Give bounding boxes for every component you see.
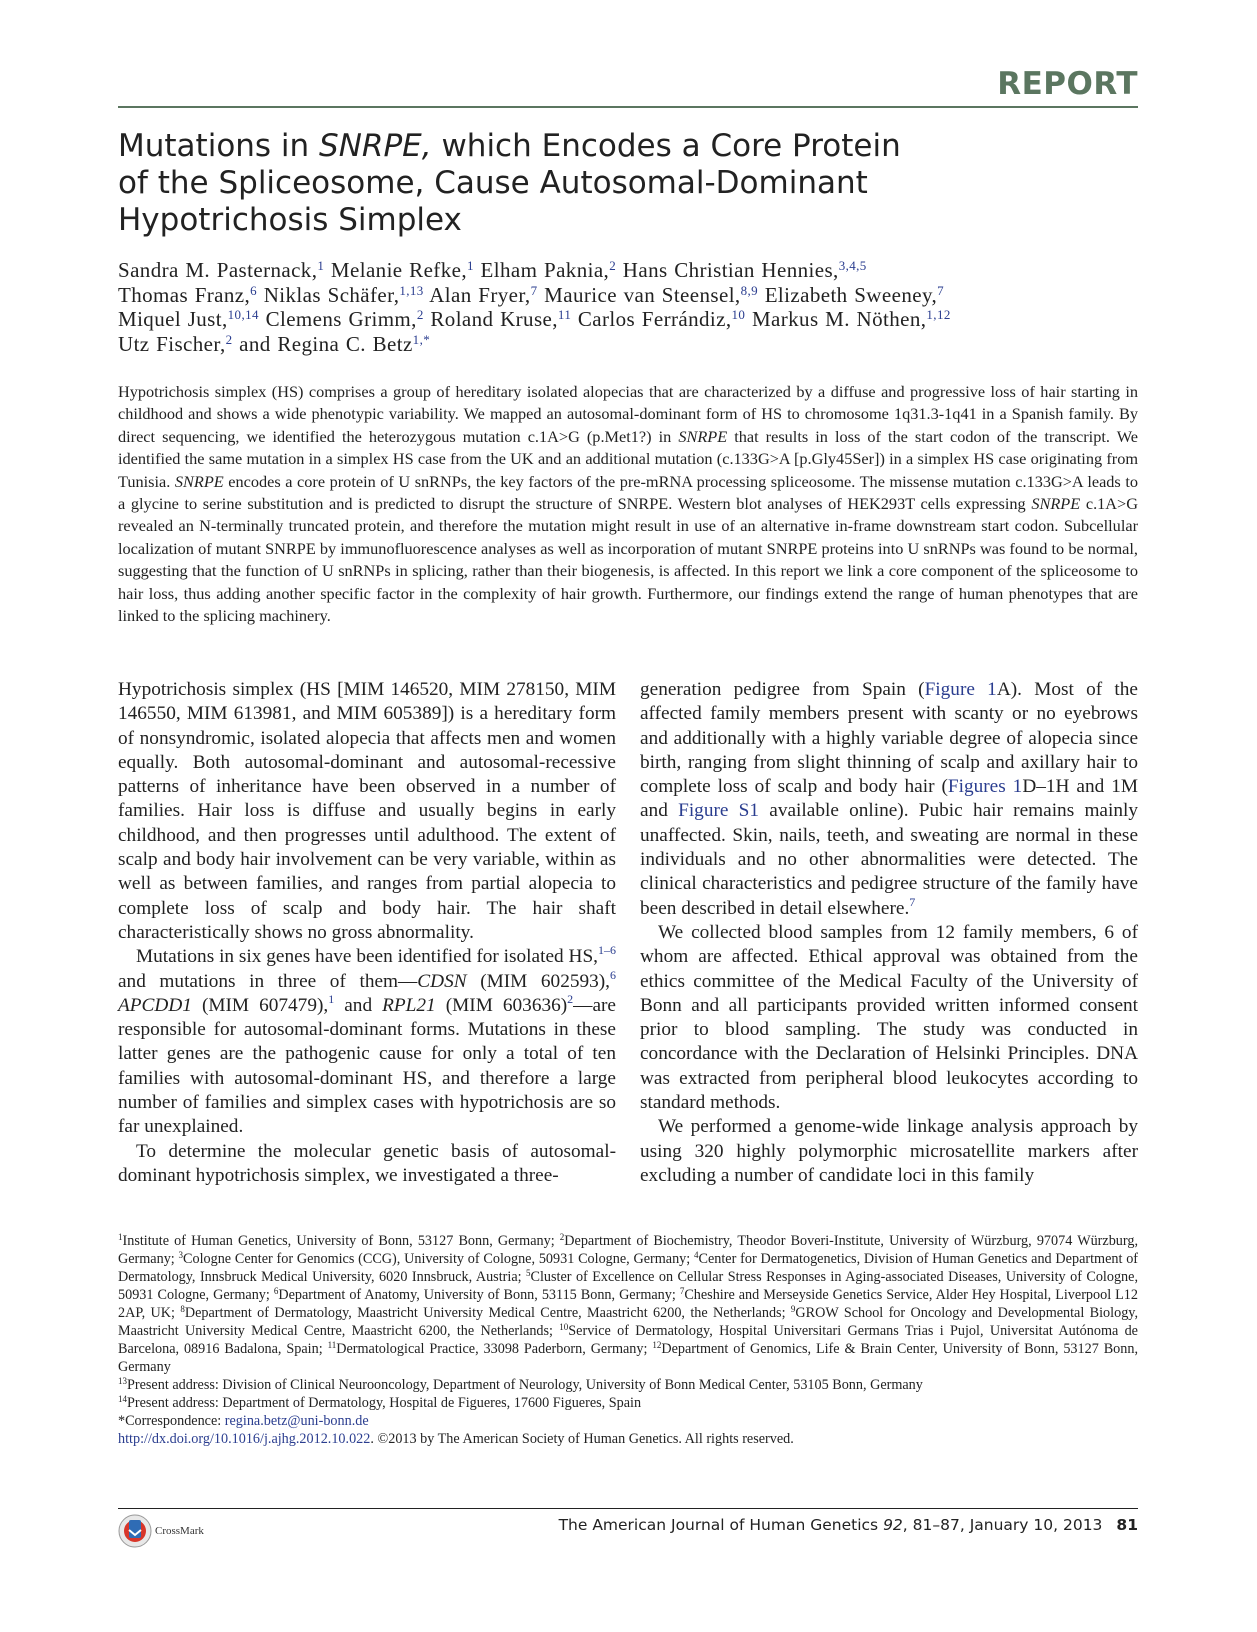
affiliation-number: 10 bbox=[559, 1322, 569, 1332]
journal-footer: The American Journal of Human Genetics 92, 81–87, January 10, 2013 81 bbox=[558, 1516, 1138, 1534]
author-affiliation-ref[interactable]: 2 bbox=[225, 331, 233, 347]
reference-link[interactable]: 1 bbox=[328, 991, 335, 1006]
author-affiliation-ref[interactable]: 6 bbox=[250, 282, 258, 298]
author-name: Markus M. Nöthen, bbox=[751, 307, 927, 331]
author-affiliation-ref[interactable]: 1,13 bbox=[399, 282, 424, 298]
affiliation-text: Institute of Human Genetics, University of Bonn, 53127 Bonn, Germany; bbox=[122, 1233, 560, 1249]
body-paragraph: generation pedigree from Spain (Figure 1A). Most of the affected family members present with scanty or no eyebrows and additionally with a highly variable degree of alopecia since birth, ranging from slight thinning of scalp and axillary hair to complete loss of scalp and body hair (Figures 1D–1H and 1M and Figure S1 available online). Pubic hair remains mainly unaffected. Skin, nails, teeth, and sweating are normal in these individuals and no other abnormalities were detected. The clinical characteristics and pedigree structure of the family have been described in detail elsewhere.$^7$ bbox=[640, 679, 1139, 919]
reference-link[interactable]: 6 bbox=[610, 967, 616, 982]
author-name: Utz Fischer, bbox=[118, 331, 226, 356]
affiliation-text: Department of Biochemistry, Theodor Boveri-Institute, University of Würzburg, 97074 Würzburg, Germany; bbox=[118, 1233, 1138, 1267]
author-affiliation-ref[interactable]: 7 bbox=[937, 282, 945, 298]
affiliation-number: 1 bbox=[118, 1232, 123, 1242]
affiliation-number: 11 bbox=[327, 1340, 337, 1350]
author-name: Miquel Just, bbox=[118, 307, 228, 331]
figure-link[interactable]: Figure 1 bbox=[924, 679, 997, 700]
affiliation-text: Cheshire and Merseyside Genetics Service, Alder Hey Hospital, Liverpool L12 2AP, UK; bbox=[118, 1287, 1138, 1321]
author-name: Carlos Ferrándiz, bbox=[577, 307, 732, 331]
supplement-link[interactable]: Figure S1 bbox=[678, 800, 760, 822]
author-name: Thomas Franz, bbox=[118, 282, 251, 307]
affiliation-number: 5 bbox=[526, 1268, 531, 1278]
affiliation-text: GROW School for Oncology and Developmental Biology, Maastricht University Medical Centre, Maastricht 6200, the Netherlands; bbox=[118, 1305, 1139, 1339]
author-name: Niklas Schäfer, bbox=[263, 282, 400, 307]
affiliation-text: Department of Anatomy, University of Bonn, 53115 Bonn, Germany; bbox=[278, 1287, 680, 1303]
author-name: Roland Kruse, bbox=[430, 307, 558, 331]
body-paragraph: We performed a genome-wide linkage analysis approach by using 320 highly polymorphic microsatellite markers after excluding a number of candidate loci in this family bbox=[640, 1116, 1138, 1186]
author-affiliation-ref[interactable]: 2 bbox=[416, 307, 424, 322]
doi-line: http://dx.doi.org/10.1016/j.ajhg.2012.10.022. ©2013 by The American Society of Human Genetics. All rights reserved. bbox=[118, 1431, 794, 1447]
affiliation-number: 3 bbox=[178, 1250, 184, 1260]
affiliation-text: Cluster of Excellence on Cellular Stress Responses in Aging-associated Diseases, University of Cologne, 50931 Cologne, Germany; bbox=[118, 1269, 1138, 1303]
author-name: Maurice van Steensel, bbox=[544, 282, 741, 307]
article-title: Mutations in SNRPE, which Encodes a Core Protein of the Spliceosome, Cause Autosomal-Dominant Hypotrichosis Simplex bbox=[118, 128, 901, 238]
affiliation-number: 7 bbox=[679, 1286, 685, 1296]
affiliation-text: Department of Genomics, Life & Brain Center, University of Bonn, 53127 Bonn, Germany bbox=[118, 1341, 1139, 1375]
author-name: Sandra M. Pasternack, bbox=[118, 258, 318, 282]
author-affiliation-ref[interactable]: 10 bbox=[731, 307, 746, 322]
doi-link[interactable]: http://dx.doi.org/10.1016/j.ajhg.2012.10.022 bbox=[118, 1431, 371, 1447]
author-name: Clemens Grimm, bbox=[265, 307, 417, 331]
author-affiliation-ref[interactable]: 10,14 bbox=[227, 307, 259, 322]
author-name: Hans Christian Hennies, bbox=[622, 258, 839, 282]
body-paragraph: Hypotrichosis simplex (HS [MIM 146520, MIM 278150, MIM 146550, MIM 613981, and MIM 605389]) is a hereditary form of nonsyndromic, isolated alopecia that affects men and women equally. Both autosomal-dominant and autosomal-recessive patterns of inheritance have been observed in a number of families. Hair loss is diffuse and usually begins in early childhood, and then progresses until adulthood. The extent of scalp and body hair involvement can be very variable, within as well as between families, and ranges from partial alopecia to complete loss of scalp and body hair. The hair shaft characteristically shows no gross abnormality. bbox=[118, 679, 616, 943]
body-column-left bbox=[118, 678, 616, 1188]
affiliation-number: 9 bbox=[790, 1304, 796, 1314]
author-affiliation-ref[interactable]: 1 bbox=[466, 258, 474, 273]
body-paragraph: To determine the molecular genetic basis of autosomal-dominant hypotrichosis simplex, we investigated a three- bbox=[118, 1140, 616, 1186]
affiliation-number: 12 bbox=[652, 1340, 662, 1350]
author-affiliation-ref[interactable]: 8,9 bbox=[740, 282, 759, 298]
author-name: Elham Paknia, bbox=[480, 258, 610, 282]
crossmark-badge[interactable] bbox=[118, 1514, 204, 1548]
reference-link[interactable]: 2 bbox=[567, 991, 574, 1006]
author-affiliation-ref[interactable]: 3,4,5 bbox=[838, 258, 867, 273]
author-affiliation-ref[interactable]: 7 bbox=[530, 282, 538, 298]
author-affiliation-ref[interactable]: 11 bbox=[557, 307, 572, 322]
title-gene: SNRPE, bbox=[319, 128, 432, 164]
author-name: Melanie Refke, bbox=[330, 258, 467, 282]
affiliation-number: 2 bbox=[559, 1232, 565, 1242]
crossmark-label: CrossMark bbox=[155, 1525, 204, 1537]
affiliations bbox=[118, 1232, 1138, 1376]
abstract: Hypotrichosis simplex (HS) comprises a group of hereditary isolated alopecias that are characterized by a diffuse and progressive loss of hair starting in childhood and shows a wide phenotypic variability. We mapped an autosomal-dominant form of HS to chromosome 1q31.3-1q41 in a Spanish family. By direct sequencing, we identified the heterozygous mutation c.1A>G (p.Met1?) in SNRPE that results in loss of the start codon of the transcript. We identified the same mutation in a simplex HS case from the UK and an additional mutation (c.133G>A [p.Gly45Ser]) in a simplex HS case originating from Tunisia. SNRPE encodes a core protein of U snRNPs, the key factors of the pre-mRNA processing spliceosome. The missense mutation c.133G>A leads to a glycine to serine substitution and is predicted to disrupt the structure of SNRPE. Western blot analyses of HEK293T cells expressing SNRPE c.1A>G revealed an N-terminally truncated protein, and therefore the mutation might result in use of an alternative in-frame downstream start codon. Subcellular localization of mutant SNRPE by immunofluorescence analyses as well as incorporation of mutant SNRPE proteins into U snRNPs was found to be normal, suggesting that the function of U snRNPs in splicing, rather than their biogenesis, is affected. In this report we link a core component of the spliceosome to hair loss, thus adding another specific factor in the complexity of hair growth. Furthermore, our findings extend the range of human phenotypes that are linked to the splicing machinery. bbox=[118, 382, 1138, 626]
affiliation-text: Service of Dermatology, Hospital Universitari Germans Trias i Pujol, Universitat Autónoma de Barcelona, 08916 Badalona, Spain; bbox=[118, 1323, 1138, 1357]
reference-link[interactable]: 7 bbox=[909, 894, 916, 909]
footer-rule bbox=[118, 1508, 1138, 1509]
affiliation-text: Cologne Center for Genomics (CCG), University of Cologne, 50931 Cologne, Germany; bbox=[183, 1251, 695, 1267]
page-number: 81 bbox=[1116, 1516, 1138, 1534]
body-paragraph: We collected blood samples from 12 family members, 6 of whom are affected. Ethical approval was obtained from the ethics committee of the Medical Faculty of the University of Bonn and all participants provided written informed consent prior to blood sampling. The study was conducted in concordance with the Declaration of Helsinki Principles. DNA was extracted from peripheral blood leukocytes according to standard methods. bbox=[640, 921, 1138, 1114]
affiliation-text: Center for Dermatogenetics, Division of Human Genetics and Department of Dermatology, Innsbruck Medical University, 6020 Innsbruck, Austria; bbox=[118, 1251, 1139, 1285]
author-affiliation-ref[interactable]: 1 bbox=[317, 258, 325, 273]
present-address: $^{13}$Present address: Division of Clinical Neurooncology, Department of Neurology, University of Bonn Medical Center, 53105 Bonn, Germany bbox=[118, 1376, 923, 1393]
author-affiliation-ref[interactable]: 1,* bbox=[412, 331, 431, 347]
affiliation-number: 4 bbox=[694, 1250, 699, 1260]
affiliation-number: 6 bbox=[273, 1286, 279, 1296]
body-column-right bbox=[640, 678, 1138, 1188]
correspondence: *Correspondence: regina.betz@uni-bonn.de bbox=[118, 1413, 369, 1429]
author-affiliation-ref[interactable]: 1,12 bbox=[926, 307, 951, 322]
header-rule bbox=[118, 106, 1138, 108]
figure-link[interactable]: Figures 1 bbox=[947, 776, 1023, 798]
body-paragraph: Mutations in six genes have been identified for isolated HS,$^{1-6}$ and mutations in three of them—CDSN (MIM 602593),$^6$ APCDD1 (MIM 607479),$^1$ and RPL21 (MIM 603636)$^2$—are responsible for autosomal-dominant forms. Mutations in these latter genes are the pathogenic cause for only a total of ten families with autosomal-dominant HS, and therefore a large number of families and simplex cases with hypotrichosis are so far unexplained. bbox=[118, 943, 616, 1138]
affiliation-text: Dermatological Practice, 33098 Paderborn, Germany; bbox=[336, 1341, 653, 1357]
footnotes bbox=[118, 1232, 1138, 1448]
author-name: and Regina C. Betz bbox=[239, 331, 413, 356]
present-address: $^{14}$Present address: Department of Dermatology, Hospital de Figueres, 17600 Figueres, Spain bbox=[118, 1394, 642, 1411]
author-name: Elizabeth Sweeney, bbox=[764, 282, 938, 307]
affiliation-text: Department of Dermatology, Maastricht University Medical Centre, Maastricht 6200, the Netherlands; bbox=[184, 1305, 791, 1321]
section-label: REPORT bbox=[997, 66, 1138, 102]
author-name: Alan Fryer, bbox=[429, 282, 531, 307]
author-affiliation-ref[interactable]: 2 bbox=[609, 258, 617, 273]
crossmark-icon bbox=[118, 1514, 152, 1548]
author-list bbox=[118, 258, 1138, 356]
reference-link[interactable]: 1–6 bbox=[598, 943, 616, 958]
email-link[interactable]: regina.betz@uni-bonn.de bbox=[224, 1413, 369, 1429]
affiliation-number: 8 bbox=[180, 1304, 185, 1314]
